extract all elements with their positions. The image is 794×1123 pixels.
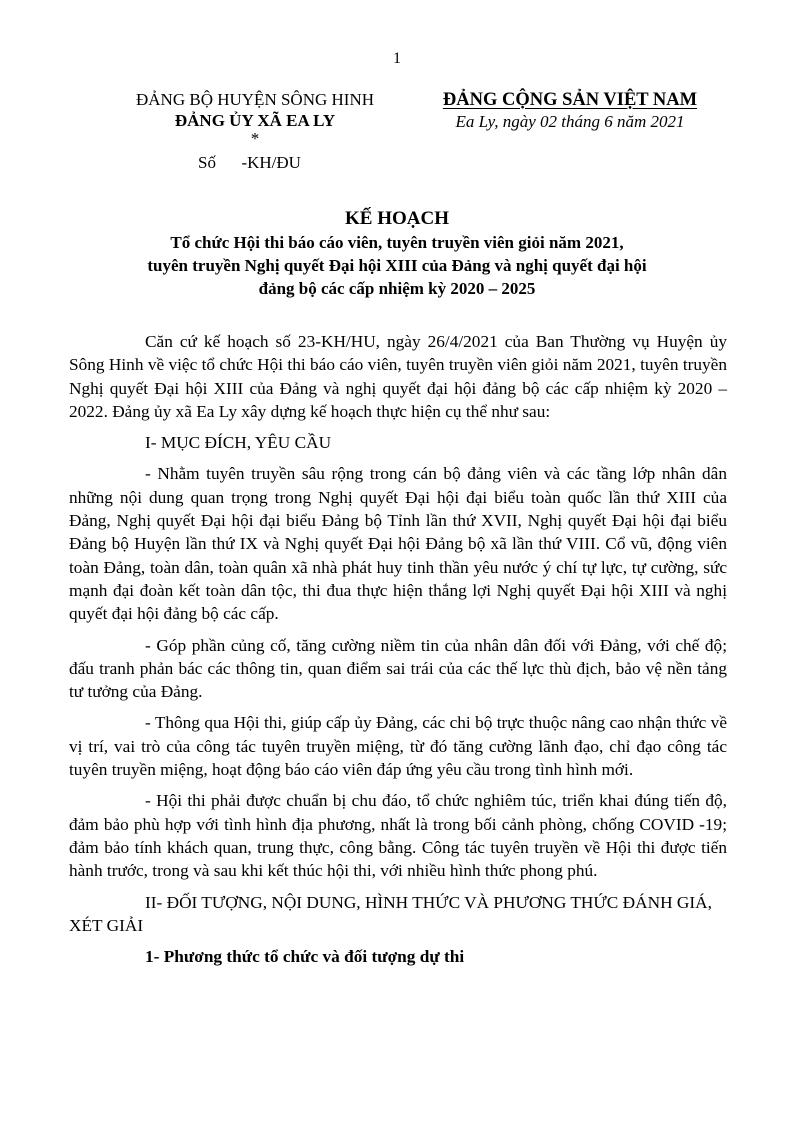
- document-subtitle-line-2: tuyên truyền Nghị quyết Đại hội XIII của Đảng và nghị quyết đại hội: [147, 256, 647, 275]
- star-separator: *: [250, 129, 260, 148]
- issuing-organization-block: [110, 89, 400, 146]
- party-name: ĐẢNG CỘNG SẢN VIỆT NAM: [442, 90, 698, 110]
- document-title-block: [0, 207, 794, 300]
- document-subtitle-line-1: Tổ chức Hội thi báo cáo viên, tuyên truyền viên giỏi năm 2021,: [170, 233, 624, 252]
- page-number: 1: [393, 50, 401, 67]
- section-2-heading: II- ĐỐI TƯỢNG, NỘI DUNG, HÌNH THỨC VÀ PHƯƠNG THỨC ĐÁNH GIÁ, XÉT GIẢI: [69, 892, 712, 935]
- document-title: KẾ HOẠCH: [345, 208, 449, 229]
- section-1-item: - Nhằm tuyên truyền sâu rộng trong cán bộ đảng viên và các tầng lớp nhân dân những nội dung quan trọng trong Nghị quyết Đại hội đại biểu toàn quốc lần thứ XIII của Đảng, Nghị quyết Đại hội đại biểu Đảng bộ Tỉnh lần thứ XVII, Nghị quyết Đại hội đại biểu Đảng bộ Huyện lần thứ IX và Nghị quyết Đại hội Đảng bộ xã lần thứ VIII. Cổ vũ, động viên toàn Đảng, toàn dân, toàn quân xã nhà phát huy tinh thần yêu nước ý chí tự lực, tự cường, sức mạnh đại đoàn kết toàn dân tộc, thi đua thực hiện thắng lợi Nghị quyết Đại hội XIII và nghị quyết đại hội đảng bộ các cấp.: [69, 464, 727, 624]
- section-1-heading: I- MỤC ĐÍCH, YÊU CẦU: [145, 433, 332, 453]
- document-body: [69, 330, 727, 976]
- document-subtitle-line-3: đảng bộ các cấp nhiệm kỳ 2020 – 2025: [258, 279, 536, 298]
- section-2-subheading: 1- Phương thức tổ chức và đối tượng dự thi: [145, 947, 465, 967]
- document-number: Số -KH/ĐU: [198, 153, 301, 172]
- section-1-item: - Hội thi phải được chuẩn bị chu đáo, tổ chức nghiêm túc, triển khai đúng tiến độ, đảm bảo phù hợp với tình hình địa phương, nhất là trong bối cảnh phòng, chống COVID -19; đảm bảo tính khách quan, trung thực, công bằng. Công tác tuyên truyền về Hội thi được tiến hành trước, trong và sau khi kết thúc hội thi, với nhiều hình thức phong phú.: [69, 791, 727, 881]
- section-1-item: - Thông qua Hội thi, giúp cấp ủy Đảng, các chi bộ trực thuộc nâng cao nhận thức về vị trí, vai trò của công tác tuyên truyền miệng, từ đó tăng cường lãnh đạo, chỉ đạo công tác tuyên truyền miệng, hoạt động báo cáo viên đáp ứng yêu cầu trong tình hình mới.: [69, 713, 727, 780]
- parent-party-committee: ĐẢNG BỘ HUYỆN SÔNG HINH: [136, 90, 374, 109]
- section-1-item: - Góp phần củng cố, tăng cường niềm tin của nhân dân đối với Đảng, với chế độ; đấu tranh phản bác các thông tin, quan điểm sai trái của các thế lực thù địch, bảo vệ nền tảng tư tưởng của Đảng.: [69, 635, 727, 702]
- place-and-date: Ea Ly, ngày 02 tháng 6 năm 2021: [455, 112, 685, 131]
- issuing-party-committee: ĐẢNG ỦY XÃ EA LY: [174, 111, 336, 130]
- intro-paragraph: Căn cứ kế hoạch số 23-KH/HU, ngày 26/4/2021 của Ban Thường vụ Huyện ủy Sông Hinh về việc tổ chức Hội thi báo cáo viên, tuyên truyền viên giỏi năm 2021, tuyên truyền Nghị quyết Đại hội XIII của Đảng và nghị quyết đại hội đảng bộ các cấp nhiệm kỳ 2020 – 2022. Đảng ủy xã Ea Ly xây dựng kế hoạch thực hiện cụ thể như sau:: [69, 332, 727, 421]
- national-header-block: [415, 89, 725, 133]
